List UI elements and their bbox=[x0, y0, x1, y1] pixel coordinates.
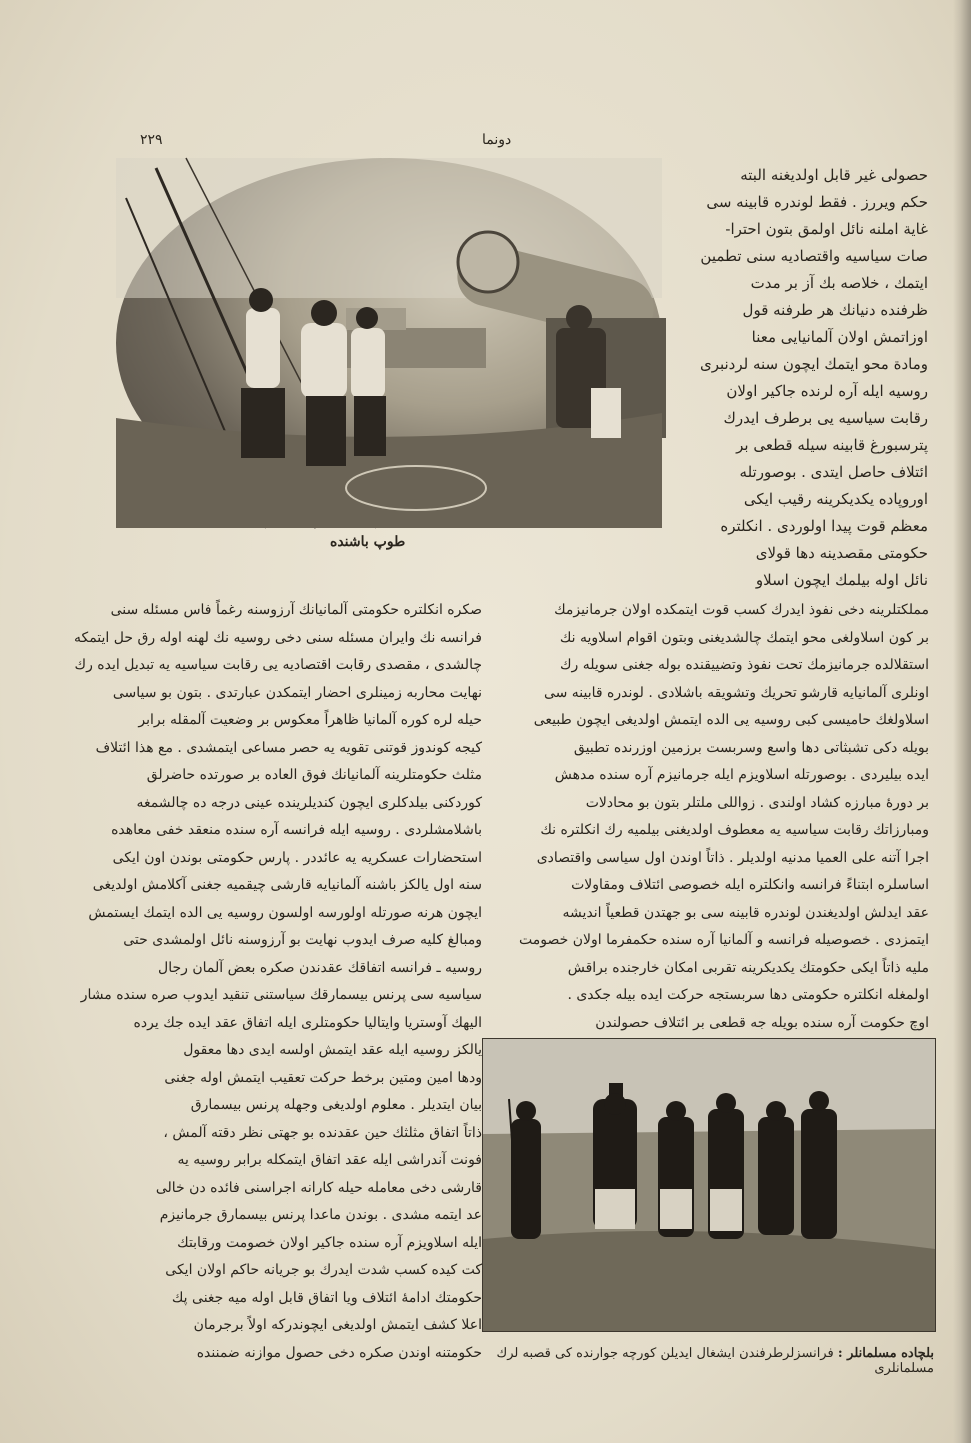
text-line: اساسلره ابتناءً فرانسه وانکلتره ایله خصوصی ائتلاف ومقاولات bbox=[571, 877, 929, 893]
page-number: ٢٢٩ bbox=[140, 132, 163, 148]
text-line: غایة املنه نائل اولمق بتون احترا- bbox=[725, 220, 928, 238]
text-line: نهایت محاربه زمینلری احضار ایتمکدن عبارتدی . بتون بو سیاسی bbox=[112, 684, 482, 701]
text-line: سنه اول یالکز باشنه آلمانیایه قارشی چیقمیه جغنی آکلامش اولدیغی bbox=[92, 877, 482, 893]
text-line: ایله اسلاویزم آره سنده جاکیر اولان خصومت ورقابتك bbox=[177, 1234, 482, 1251]
photo-group-of-men bbox=[482, 1038, 936, 1332]
photo-gun-deck-caption: طوپ باشنده bbox=[330, 534, 406, 550]
photo-group-of-men-illustration bbox=[483, 1039, 935, 1331]
text-line: بر کون اسلاولغی محو ایتمك چالشدیغنی وبتون اقوام اسلاویه نك bbox=[559, 629, 929, 646]
text-line: اعلا کشف ایتمش اولدیغی ایچوندرکه اولاً برجرمان bbox=[193, 1317, 482, 1333]
text-line: اسلاولغك حامیسی کبی روسیه یی الده ایتمش اولدیغی ایچون طبیعی bbox=[533, 712, 929, 728]
text-line: حیله لره کوره آلمانیا ظاهراً معکوس بر وضعیت آلمقله برابر bbox=[138, 712, 482, 728]
text-line: حصولی غیر قابل اولدیغنه البته bbox=[740, 166, 928, 184]
text-column-left bbox=[73, 597, 482, 1385]
text-line: صکره انکلتره حکومتی آلمانیانك آرزوسنه رغماً فاس مسئله سنی bbox=[110, 602, 482, 618]
text-line: بر دورهٔ مبارزه کشاد اولندی . زواللی ملتلر بتون بو محادلات bbox=[585, 794, 929, 811]
text-line: ملیه ذاتاً ایکی حکومتك یکدیکرینه تقربی امکان خارجنده براقش bbox=[567, 959, 929, 976]
text-line: اوچ حکومت آره سنده بویله جه قطعی بر ائتلاف حصولندن bbox=[595, 1014, 929, 1031]
text-column-top-right bbox=[668, 162, 928, 594]
text-line: ومادة محو ایتمك ایچون سنه لردنبری bbox=[699, 355, 928, 373]
text-line: فونت آندراشی ایله عقد اتفاق ایتمکله برابر روسیه یه bbox=[177, 1152, 482, 1168]
text-line: معظم قوت پیدا اولوردی . انکلتره bbox=[720, 517, 928, 535]
text-line: کیجه کوندوز قوتنی تقویه یه حصر مساعی ایتمشدی . مع هذا ائتلاف bbox=[95, 739, 482, 756]
photo-group-of-men-caption bbox=[452, 1346, 934, 1376]
text-line: اونلری آلمانیایه قارشو تحریك وتشویقه باشلادی . لوندره قابینه سی bbox=[543, 684, 929, 701]
text-line: حکومتك ادامهٔ ائتلاف ویا اتفاق قابل اوله میه جغنی پك bbox=[171, 1289, 482, 1306]
running-title: دونما bbox=[482, 132, 512, 148]
text-line: کت کیده کسب شدت ایدرك بو جریانه حاکم اولان ایکی bbox=[165, 1262, 482, 1278]
text-line: بیان ایتدیلر . معلوم اولدیغی وجهله پرنس بیسمارق bbox=[190, 1097, 482, 1113]
text-line: رقابت سیاسیه یی برطرف ایدرك bbox=[723, 409, 928, 427]
text-line: عقد ایدلش اولدیغندن لوندره قابینه سی بو جهتدن قطعیاً اندیشه bbox=[562, 904, 929, 921]
text-column-bottom-right bbox=[507, 597, 929, 1033]
text-line: ایتمك ، خلاصه بك آز بر مدت bbox=[750, 274, 928, 292]
text-line: پترسبورغ قابینه سیله قطعی بر bbox=[736, 436, 928, 454]
photo-gun-deck bbox=[116, 158, 662, 528]
text-line: استقلالده جرمانیزمك تحت نفوذ وتضییقنده بوله جغنی سویله رك bbox=[560, 657, 929, 673]
text-line: الیهك آوستریا وایتالیا حکومتلری ایله اتفاق عقد ایده جك یرده bbox=[133, 1014, 482, 1031]
text-line: اوزاتمش اولان آلمانیایی معنا bbox=[751, 328, 928, 346]
text-line: اولمغله انکلتره حکومتی دها سربستجه حرکت ایده بیله جکدی . bbox=[567, 987, 929, 1003]
photo-gun-deck-illustration bbox=[116, 158, 662, 528]
text-line: چالشدی ، مقصدی رقابت اقتصادیه یی رقابت سیاسیه یه تبدیل ایده رك bbox=[74, 657, 482, 673]
text-line: حکم ویررز . فقط لوندره قابینه سی bbox=[706, 193, 928, 211]
text-line: مملکتلرینه دخی نفوذ ایدرك کسب قوت ایتمکده اولان جرمانیزمك bbox=[554, 602, 929, 618]
text-line: ومبارزاتك رقابت سیاسیه یه معطوف اولدیغنی بیلمیه رك انکلتره نك bbox=[540, 822, 929, 838]
text-line: اوروپاده یکدیکرینه رقیب ایکی bbox=[743, 490, 928, 508]
text-line: فرانسه نك وایران مسئله سنی دخی روسیه نك لهنه اوله رق حل ایتمکه bbox=[73, 629, 482, 646]
text-line: نائل اوله بیلمك ایچون اسلاو bbox=[755, 571, 928, 589]
text-line: یالکز روسیه ایله عقد ایتمش اولسه ایدی دها معقول bbox=[183, 1042, 482, 1058]
text-line: ائتلاف حاصل ایتدی . بوصورتله bbox=[739, 463, 928, 481]
text-line: اجرا آتنه علی العمیا مدنیه اولدیلر . ذاتاً اوندن اول سیاسی واقتصادی bbox=[536, 849, 929, 866]
caption-text: فرانسزلرطرفندن ایشغال ایدیلن کورچه جوارنده کی قصبه لرك مسلمانلری bbox=[496, 1346, 934, 1376]
caption-bold-lead: بلچاده مسلمانلر : bbox=[837, 1346, 934, 1361]
text-line: قارشی دخی معامله حیله کارانه اجراسنی فائده دن خالی bbox=[155, 1179, 482, 1196]
text-line: ایتمزدی . خصوصیله فرانسه و آلمانیا آره سنده حکمفرما اولان خصومت bbox=[519, 932, 929, 948]
text-line: بویله دکی تشبثاتی دها واسع وسربست برزمین اوزرنده تطبیق bbox=[573, 739, 929, 756]
text-line: استحضارات عسکریه یه عائددر . پارس حکومتی بوندن اون ایکی bbox=[112, 849, 482, 866]
text-line: سیاسیه سی پرنس بیسمارقك سیاستنی تنقید ایدوب صره سنده مشار bbox=[80, 987, 482, 1003]
text-line: باشلامشلردی . روسیه ایله فرانسه آره سنده منعقد خفی معاهده bbox=[111, 822, 482, 838]
text-line: حکومتنه اوندن صکره دخی حصول موازنه ضمننده bbox=[196, 1344, 482, 1361]
text-line: ایده بیلیردی . بوصورتله اسلاویزم ایله جرمانیزم آره سنده مدهش bbox=[554, 767, 929, 783]
text-line: صات سیاسیه واقتصادیه سنی تطمین bbox=[700, 247, 928, 265]
text-line: عد ایتمه مشدی . بوندن ماعدا پرنس بیسمارق جرمانیزم bbox=[159, 1207, 482, 1223]
text-line: حکومتی مقصدینه دها قولای bbox=[755, 544, 928, 562]
text-line: ایچون هرنه صورتله اولورسه اولسون روسیه یی الده ایتمك ایستمش bbox=[88, 904, 482, 921]
text-line: روسیه ـ فرانسه اتفاقك عقدندن صکره بعض آلمان رجال bbox=[158, 959, 482, 976]
text-line: روسیه ایله آره لرنده جاکیر اولان bbox=[726, 382, 928, 400]
text-line: ذاتاً اتفاق مثلثك حین عقدنده بو جهتی نظر دقته آلمش ، bbox=[163, 1124, 482, 1141]
page-binding-shadow bbox=[953, 0, 971, 1443]
text-line: ظرفنده دنیانك هر طرفنه قول bbox=[742, 301, 928, 319]
text-line: ومبالغ کلیه صرف ایدوب نهایت بو آرزوسنه نائل اولمشدی حتی bbox=[123, 932, 482, 948]
text-line: کوردکنی بیلدکلری ایچون کندیلرینده عینی درجه ده چالشمغه bbox=[136, 794, 482, 811]
text-line: ودها امین ومتین برخط حرکت تعقیب ایتمش اوله جغنی bbox=[164, 1069, 482, 1086]
text-line: مثلث حکومتلرینه آلمانیانك فوق العاده بر صورتده حاضرلق bbox=[146, 767, 482, 783]
